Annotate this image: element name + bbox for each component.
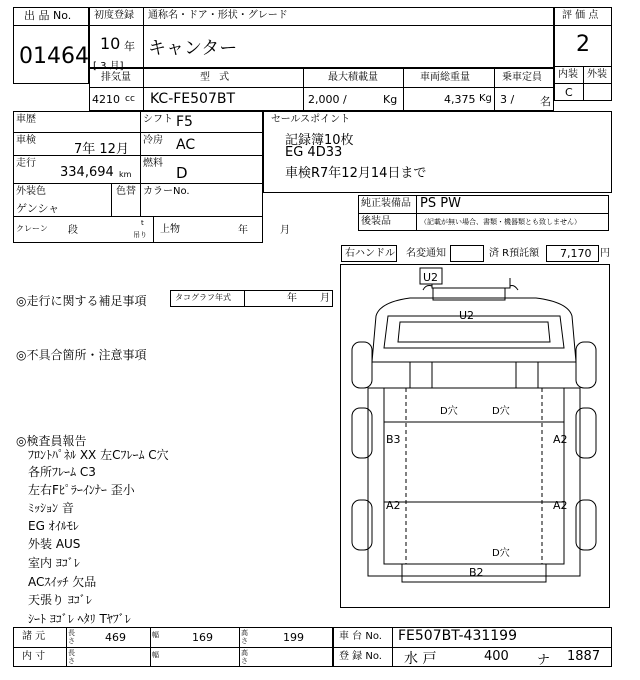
exterior-color-label: 外装色 bbox=[16, 186, 46, 197]
width-label-interior: 幅 bbox=[152, 651, 159, 659]
damage-code-a2-right-low: A2 bbox=[553, 499, 568, 512]
color-change-label: 色替 bbox=[116, 186, 136, 197]
crane-stage-unit: 段 bbox=[68, 225, 78, 236]
exterior-grade-label: 外装 bbox=[587, 69, 607, 80]
crane-ton-unit: t bbox=[141, 219, 144, 227]
capacity-unit: 名 bbox=[540, 95, 551, 108]
supplement-title: ◎走行に関する補足事項 bbox=[16, 294, 147, 308]
lot-number-label: 出 品 No. bbox=[24, 9, 72, 22]
report-line: ﾌﾛﾝﾄﾊﾟﾈﾙ XX 左Cﾌﾚｰﾑ C穴 bbox=[28, 448, 169, 462]
damage-code-d-right: D穴 bbox=[492, 406, 510, 417]
max-load: 2,000 / bbox=[308, 93, 347, 106]
tachograph-month-unit: 月 bbox=[320, 293, 330, 304]
max-load-label: 最大積載量 bbox=[328, 72, 378, 83]
sales-point-line: EG 4D33 bbox=[285, 145, 343, 160]
history-label: 車歴 bbox=[16, 114, 36, 125]
sales-point-label: セールスポイント bbox=[271, 114, 351, 125]
chassis-number-label: 車 台 No. bbox=[339, 631, 382, 642]
lot-number: 01464 bbox=[19, 44, 89, 69]
height: 199 bbox=[283, 631, 304, 644]
recycle-unit: 円 bbox=[600, 248, 610, 259]
width-label: 幅 bbox=[152, 631, 159, 639]
damage-code-b3: B3 bbox=[386, 433, 401, 446]
registration-number: 1887 bbox=[567, 649, 601, 664]
gvw: 4,375 bbox=[444, 93, 476, 106]
height-label-interior: 高さ bbox=[241, 649, 248, 665]
damage-code-u2-box: U2 bbox=[423, 271, 439, 284]
oem-equipment-label: 純正装備品 bbox=[361, 198, 411, 209]
model-name: キャンター bbox=[148, 38, 238, 59]
chassis-number: FE507BT-431199 bbox=[398, 628, 517, 644]
gvw-unit: Kg bbox=[479, 93, 492, 104]
displacement-label: 排気量 bbox=[101, 72, 131, 83]
tachograph-year-unit: 年 bbox=[287, 293, 297, 304]
report-line: 左右Fﾋﾟﾗｰｲﾝﾅｰ 歪小 bbox=[28, 483, 135, 497]
registration-class: 400 bbox=[484, 649, 509, 664]
steering: 右ハンドル bbox=[345, 248, 395, 259]
sales-point-line: 記録簿10枚 bbox=[285, 133, 354, 148]
length-label-interior: 長さ bbox=[68, 649, 75, 665]
interior-dimensions-label: 内 寸 bbox=[22, 651, 46, 662]
report-title: ◎検査員報告 bbox=[16, 434, 87, 448]
year-unit: 年 bbox=[124, 40, 135, 53]
grade-label: 評 価 点 bbox=[562, 10, 599, 21]
report-line: 外装 AUS bbox=[28, 537, 81, 551]
crane-label: クレーン bbox=[16, 224, 48, 233]
dimensions-label: 諸 元 bbox=[22, 631, 46, 642]
carrier-year-unit: 年 bbox=[238, 225, 248, 236]
report-line: EG ｵｲﾙﾓﾚ bbox=[28, 519, 79, 533]
registration-kana: ナ bbox=[537, 653, 551, 668]
shift-label: シフト bbox=[143, 114, 173, 125]
aftermarket-label: 後装品 bbox=[361, 216, 391, 227]
color-code-label: カラーNo. bbox=[143, 186, 190, 197]
shift: F5 bbox=[176, 114, 193, 130]
truck-damage-diagram bbox=[340, 264, 610, 608]
length-label: 長さ bbox=[68, 629, 75, 645]
damage-code-d-left: D穴 bbox=[440, 406, 458, 417]
report-line: ｼｰﾄ ﾖｺﾞﾚ ﾍﾀﾘ Tﾔﾌﾞﾚ bbox=[28, 612, 131, 626]
interior-grade: C bbox=[565, 86, 573, 99]
defects-title: ◎不具合箇所・注意事項 bbox=[16, 348, 147, 362]
report-line: ACｽｲｯﾁ 欠品 bbox=[28, 575, 97, 589]
details-box bbox=[13, 111, 263, 243]
mileage: 334,694 bbox=[60, 165, 114, 180]
gvw-label: 車両総重量 bbox=[420, 72, 470, 83]
damage-code-d-bottom: D穴 bbox=[492, 548, 510, 559]
mileage-label: 走行 bbox=[16, 158, 36, 169]
registration-region: 水 戸 bbox=[404, 651, 437, 667]
damage-code-a2-right-mid: A2 bbox=[553, 433, 568, 446]
inspection: 7年 12月 bbox=[74, 142, 129, 157]
report-line: ﾐｯｼｮﾝ 音 bbox=[28, 501, 74, 515]
inspection-label: 車検 bbox=[16, 135, 36, 146]
interior-grade-label: 内装 bbox=[558, 69, 578, 80]
first-registration-month: [ 3 月] bbox=[93, 61, 124, 72]
vehicle-name-label: 通称名・ドア・形状・グレード bbox=[148, 10, 288, 21]
tachograph-label: タコグラフ年式 bbox=[175, 293, 231, 302]
fuel-label: 燃料 bbox=[143, 158, 163, 169]
recycle-label: 済 R預託額 bbox=[489, 248, 540, 259]
oem-equipment: PS PW bbox=[420, 196, 461, 211]
ac-label: 冷房 bbox=[143, 135, 163, 146]
name-change-box bbox=[450, 245, 484, 262]
carrier-label: 上物 bbox=[160, 224, 180, 235]
report-line: 室内 ﾖｺﾞﾚ bbox=[28, 556, 80, 570]
damage-code-a2-left: A2 bbox=[386, 499, 401, 512]
aftermarket-note: （記載が無い場合、書類・機器類とも致しません） bbox=[420, 218, 581, 226]
length: 469 bbox=[105, 631, 126, 644]
width: 169 bbox=[192, 631, 213, 644]
damage-code-u2-cab: U2 bbox=[459, 309, 475, 322]
first-registration-year: 10 bbox=[100, 34, 121, 53]
type-label: 型 式 bbox=[200, 72, 233, 83]
height-label: 高さ bbox=[241, 629, 248, 645]
capacity-label: 乗車定員 bbox=[502, 72, 542, 83]
exterior-color: ゲンシャ bbox=[16, 202, 60, 215]
carrier-month-unit: 月 bbox=[280, 225, 290, 236]
first-registration-label: 初度登録 bbox=[94, 10, 134, 21]
capacity: 3 / bbox=[500, 93, 515, 106]
displacement-unit: cc bbox=[125, 94, 135, 104]
displacement: 4210 bbox=[92, 93, 120, 106]
crane-lift-unit: 吊り bbox=[133, 231, 147, 239]
name-change-label: 名変通知 bbox=[406, 248, 446, 259]
mileage-unit: km bbox=[119, 170, 132, 179]
ac: AC bbox=[176, 137, 196, 153]
damage-code-b2: B2 bbox=[469, 566, 484, 579]
max-load-unit: Kg bbox=[383, 93, 398, 106]
sales-point-line: 車検R7年12月14日まで bbox=[285, 166, 427, 181]
report-line: 各所ﾌﾚｰﾑ C3 bbox=[28, 465, 96, 479]
registration-number-label: 登 録 No. bbox=[339, 651, 382, 662]
fuel: D bbox=[176, 164, 188, 182]
recycle-amount: 7,170 bbox=[560, 247, 592, 260]
overall-grade: 2 bbox=[576, 32, 590, 57]
report-line: 天張り ﾖｺﾞﾚ bbox=[28, 593, 92, 607]
model-code: KC-FE507BT bbox=[150, 91, 236, 107]
